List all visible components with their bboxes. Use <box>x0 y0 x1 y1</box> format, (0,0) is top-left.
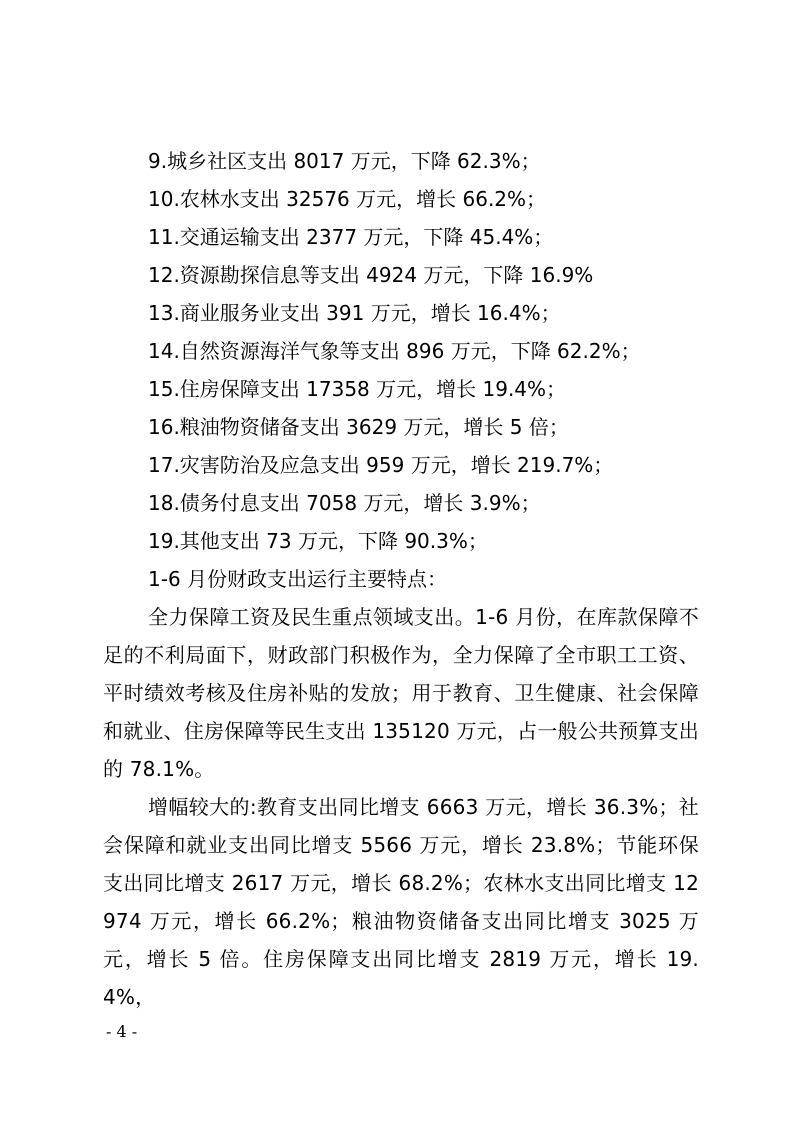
list-item-9: 9.城乡社区支出 8017 万元，下降 62.3%； <box>148 149 541 173</box>
section-heading: 1-6 月份财政支出运行主要特点： <box>148 567 448 591</box>
list-item-18: 18.债务付息支出 7058 万元，增长 3.9%； <box>148 491 541 515</box>
list-item-10: 10.农林水支出 32576 万元，增长 66.2%； <box>148 187 547 211</box>
page-number: - 4 - <box>106 1022 138 1041</box>
paragraph-livelihood-spending: 全力保障工资及民生重点领域支出。1-6 月份，在库款保障不足的不利局面下，财政部门积极作为，全力保障了全市职工工资、平时绩效考核及住房补贴的发放；用于教育、卫生健康、社会保障和就业、住房保障等民生支出 135120 万元，占一般公共预算支出的 78.1%。 <box>103 605 699 781</box>
paragraph-large-increases: 增幅较大的:教育支出同比增支 6663 万元，增长 36.3%；社会保障和就业支出同比增支 5566 万元，增长 23.8%；节能环保支出同比增支 2617 万元，增长 68.2%；农林水支出同比增支 12974 万元，增长 66.2%；粮油物资储备支出同比增支 3025 万元，增长 5 倍。住房保障支出同比增支 2819 万元，增长 19.4%， <box>103 795 699 1009</box>
list-item-13: 13.商业服务业支出 391 万元，增长 16.4%； <box>148 301 561 325</box>
list-item-12: 12.资源勘探信息等支出 4924 万元，下降 16.9% <box>148 263 594 287</box>
list-item-14: 14.自然资源海洋气象等支出 896 万元，下降 62.2%； <box>148 339 641 363</box>
page-content <box>103 142 699 1016</box>
list-item-19: 19.其他支出 73 万元，下降 90.3%； <box>148 529 488 553</box>
list-item-11: 11.交通运输支出 2377 万元，下降 45.4%； <box>148 225 554 249</box>
list-item-16: 16.粮油物资储备支出 3629 万元，增长 5 倍； <box>148 415 569 439</box>
list-item-17: 17.灾害防治及应急支出 959 万元，增长 219.7%； <box>148 453 614 477</box>
list-item-15: 15.住房保障支出 17358 万元，增长 19.4%； <box>148 377 567 401</box>
